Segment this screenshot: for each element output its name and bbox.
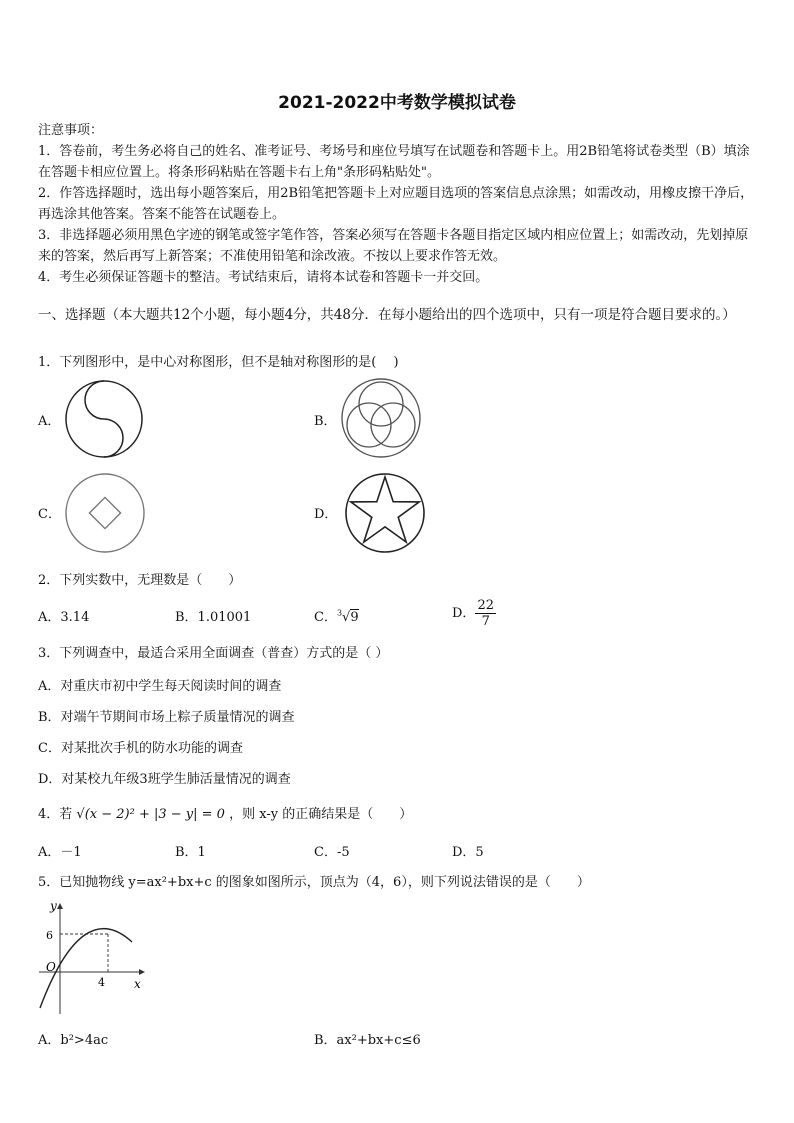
q5-option-b: B．ax²+bx+c≤6 xyxy=(314,1033,421,1048)
q2-option-d xyxy=(452,598,496,629)
q1-option-b-label: B． xyxy=(314,414,337,429)
q3-option-a: A．对重庆市初中学生每天阅读时间的调查 xyxy=(38,679,282,694)
q4-stem-prefix: 4．若 xyxy=(38,807,73,822)
yin-yang-figure xyxy=(62,377,146,461)
q2-option-c xyxy=(314,606,359,625)
q5-option-a: A．b²>4ac xyxy=(38,1033,109,1048)
fraction-denominator: 7 xyxy=(481,614,490,629)
page-title: 2021-2022中考数学模拟试卷 xyxy=(278,93,516,113)
q3-option-b: B．对端午节期间市场上粽子质量情况的调查 xyxy=(38,710,295,725)
note-item: 1．答卷前，考生务必将自己的姓名、准考证号、考场号和座位号填写在试题卷和答题卡上。用2B铅笔将试卷类型（B）填涂在答题卡相应位置上。将条形码粘贴在答题卡右上角"条形码粘贴处"。 xyxy=(38,144,750,180)
note-item: 4．考生必须保证答题卡的整洁。考试结束后，请将本试卷和答题卡一并交回。 xyxy=(38,270,489,285)
question-5-stem: 5．已知抛物线 y=ax²+bx+c 的图象如图所示，顶点为（4，6），则下列说法错误的是（ ） xyxy=(38,875,590,890)
question-1-stem: 1．下列图形中，是中心对称图形，但不是轴对称图形的是( ) xyxy=(38,355,399,370)
fraction-numerator: 22 xyxy=(477,598,494,613)
notes-block xyxy=(38,120,760,288)
x-axis-label: x xyxy=(134,977,141,991)
q1-option-a-label: A． xyxy=(38,414,61,429)
three-circle-figure xyxy=(338,375,424,461)
q1-option-c-label: C． xyxy=(38,507,61,522)
q4-option-c: C．-5 xyxy=(314,845,350,860)
q4-option-b: B．1 xyxy=(175,845,206,860)
note-item: 3．非选择题必须用黑色字迹的钢笔或签字笔作答，答案必须写在答题卡各题目指定区域内相应位置上；如需改动，先划掉原来的答案，然后再写上新答案；不准使用铅笔和涂改液。不按以上要求作答无效。 xyxy=(38,228,749,264)
q2-option-a: A．3.14 xyxy=(38,610,90,625)
q4-option-a: A．－1 xyxy=(38,845,82,860)
y-axis-label: y xyxy=(50,899,57,913)
q4-stem-suffix: ，则 x-y 的正确结果是（ ） xyxy=(229,807,413,822)
question-2-stem: 2．下列实数中，无理数是（ ） xyxy=(38,573,242,588)
radical-sign: √ xyxy=(342,610,351,625)
star-circle-figure xyxy=(342,470,428,556)
q3-option-d: D．对某校九年级3班学生肺活量情况的调查 xyxy=(38,772,291,787)
q2-option-c-label: C． xyxy=(314,610,337,625)
q3-option-c: C．对某批次手机的防水功能的调查 xyxy=(38,741,243,756)
origin-label: O xyxy=(46,960,56,974)
root-index: 3 xyxy=(336,608,343,618)
fraction xyxy=(475,598,496,629)
q4-expression: √(x − 2)² + |3 − y| = 0 xyxy=(76,807,225,822)
q1-option-d-label: D． xyxy=(314,507,338,522)
radicand: 9 xyxy=(350,610,359,625)
note-item: 2．作答选择题时，选出每小题答案后，用2B铅笔把答题卡上对应题目选项的答案信息点涂黑；如需改动，用橡皮擦干净后，再选涂其他答案。答案不能答在试题卷上。 xyxy=(38,186,754,222)
notes-heading: 注意事项： xyxy=(38,123,104,138)
coin-square-figure xyxy=(62,470,148,556)
x-tick-4: 4 xyxy=(98,976,105,989)
question-4-stem xyxy=(38,804,412,825)
q4-option-d: D．5 xyxy=(452,845,484,860)
parabola-graph xyxy=(34,898,154,1018)
question-3-stem: 3．下列调查中，最适合采用全面调查（普查）方式的是（ ） xyxy=(38,646,389,661)
y-tick-6: 6 xyxy=(46,929,53,942)
q2-option-d-label: D． xyxy=(452,606,476,621)
section-heading: 一、选择题（本大题共12个小题，每小题4分，共48分．在每小题给出的四个选项中，只有一项是符合题目要求的。） xyxy=(38,307,736,323)
q2-option-b: B．1.01001 xyxy=(175,610,252,625)
